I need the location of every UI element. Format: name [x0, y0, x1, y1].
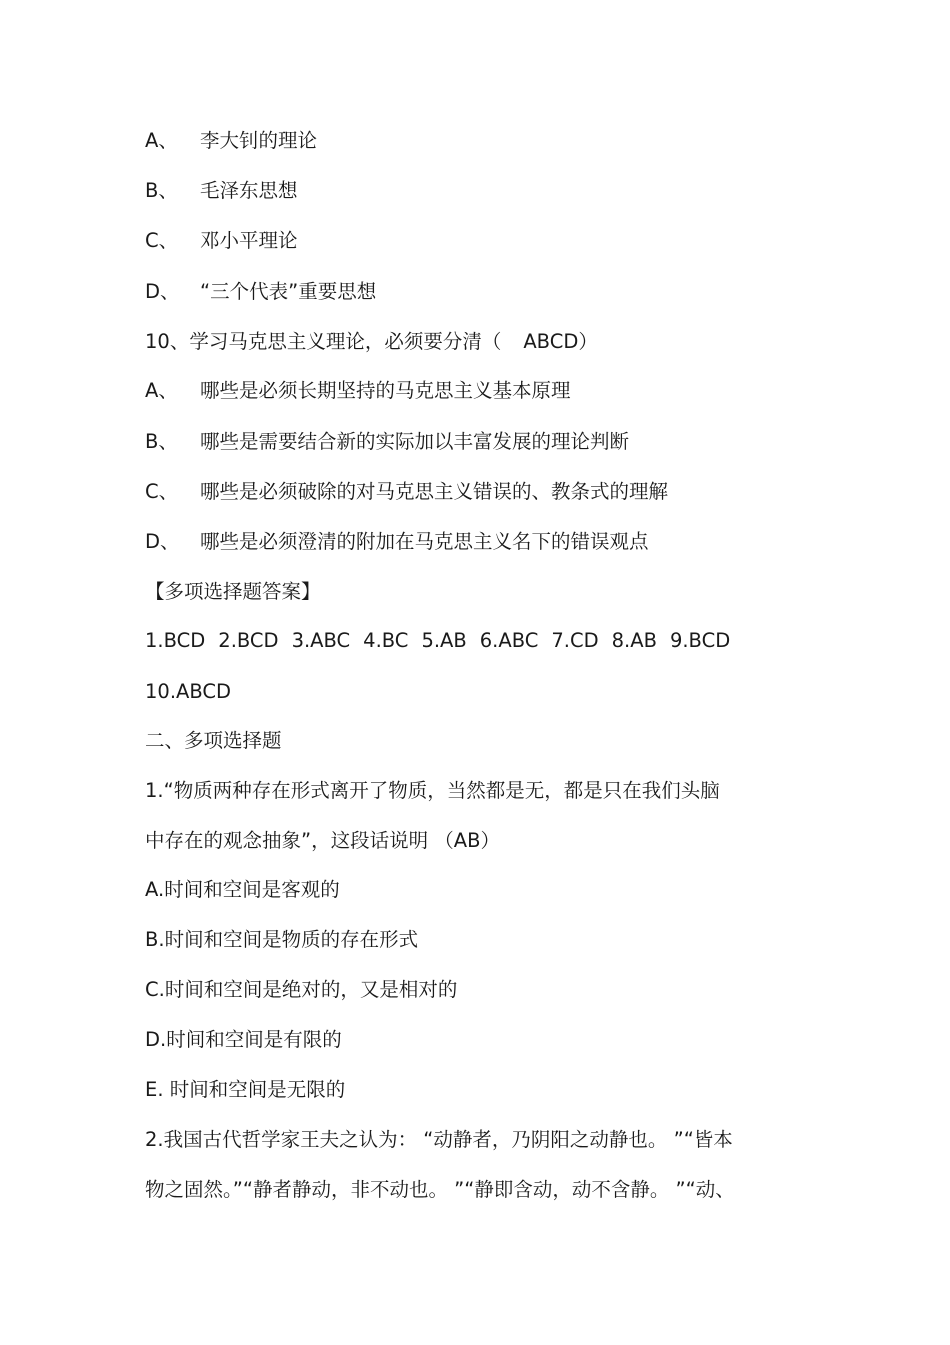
q9-option-b	[145, 179, 298, 203]
option-text: 哪些是必须澄清的附加在马克思主义名下的错误观点	[200, 530, 649, 553]
option-letter: C、	[145, 480, 179, 503]
answer-item: 4.BC	[363, 629, 409, 652]
s2q2-line2: 物之固然。”“静者静动，非不动也。 ”“静即含动，动不含静。 ”“动、	[145, 1178, 735, 1201]
s2q1-option-b: B.时间和空间是物质的存在形式	[145, 928, 419, 951]
s2q2-line1: 2.我国古代哲学家王夫之认为： “动静者，乃阴阳之动静也。 ”“皆本	[145, 1128, 733, 1151]
answer-item: 6.ABC	[479, 629, 539, 652]
q10-option-a	[145, 379, 571, 403]
q9-option-a	[145, 129, 317, 153]
answer-item: 3.ABC	[291, 629, 351, 652]
answer-item: 2.BCD	[218, 629, 279, 652]
option-text: “三个代表”重要思想	[200, 280, 377, 303]
q10-option-c	[145, 480, 668, 504]
s2q1-option-d: D.时间和空间是有限的	[145, 1028, 342, 1051]
s2q1-option-a: A.时间和空间是客观的	[145, 878, 340, 901]
option-text: 李大钊的理论	[200, 129, 318, 152]
answers-last: 10.ABCD	[145, 680, 232, 703]
q10-option-b	[145, 430, 629, 454]
q9-option-d	[145, 280, 376, 304]
question-text: 10、学习马克思主义理论，必须要分清（	[145, 330, 502, 353]
option-text: 哪些是需要结合新的实际加以丰富发展的理论判断	[200, 430, 630, 453]
s2q1-line1: 1.“物质两种存在形式离开了物质，当然都是无，都是只在我们头脑	[145, 779, 720, 802]
question-answer: ABCD）	[523, 330, 598, 353]
answers-heading: 【多项选择题答案】	[145, 580, 321, 603]
option-letter: A、	[145, 129, 178, 152]
option-letter: B、	[145, 430, 178, 453]
option-text: 毛泽东思想	[200, 179, 298, 202]
answer-item: 1.BCD	[145, 629, 206, 652]
option-text: 哪些是必须破除的对马克思主义错误的、教条式的理解	[200, 480, 669, 503]
option-text: 哪些是必须长期坚持的马克思主义基本原理	[200, 379, 571, 402]
option-letter: D、	[145, 280, 180, 303]
section-title: 二、多项选择题	[145, 729, 282, 752]
answer-item: 8.AB	[611, 629, 657, 652]
answer-item: 5.AB	[421, 629, 467, 652]
answer-item: 7.CD	[551, 629, 599, 652]
answers-row	[145, 629, 743, 653]
option-letter: D、	[145, 530, 180, 553]
option-letter: B、	[145, 179, 178, 202]
answer-item: 9.BCD	[669, 629, 731, 652]
option-letter: A、	[145, 379, 178, 402]
s2q1-option-c: C.时间和空间是绝对的，又是相对的	[145, 978, 458, 1001]
s2q1-option-e: E. 时间和空间是无限的	[145, 1078, 346, 1101]
q9-option-c	[145, 229, 298, 253]
s2q1-line2: 中存在的观念抽象”，这段话说明 （AB）	[145, 829, 501, 852]
q10-option-d	[145, 530, 649, 554]
option-letter: C、	[145, 229, 179, 252]
option-text: 邓小平理论	[200, 229, 298, 252]
q10-stem	[145, 330, 598, 354]
